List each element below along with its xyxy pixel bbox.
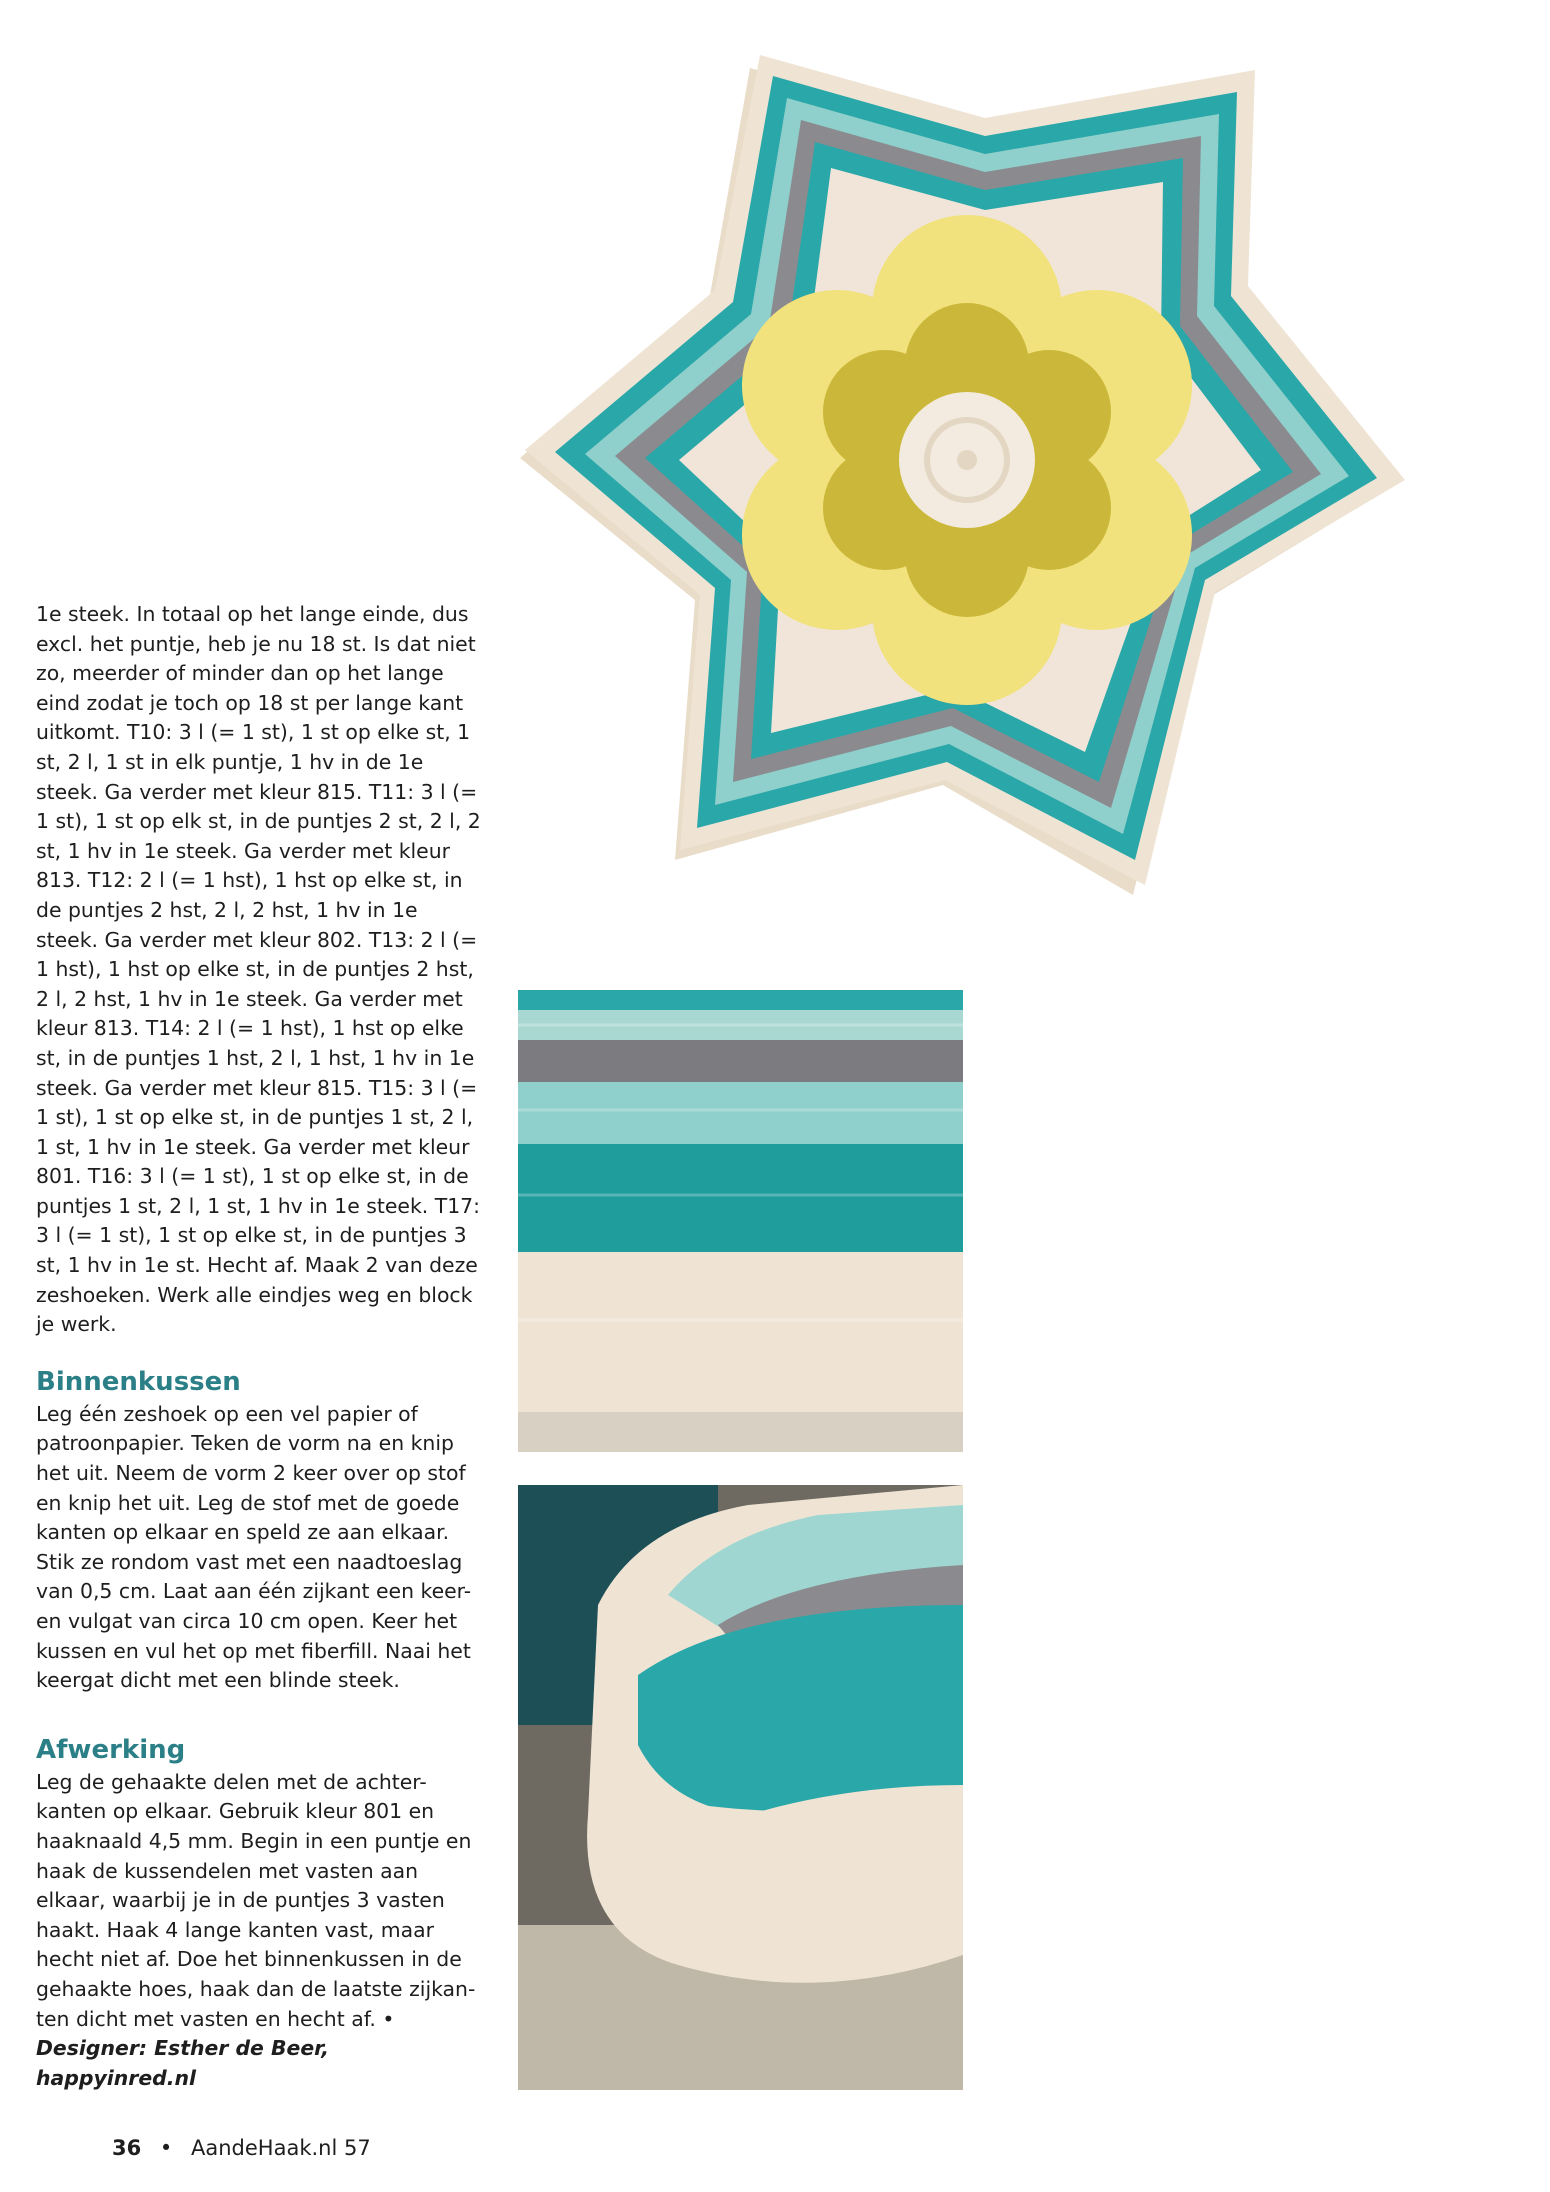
footer-bullet: •	[159, 2136, 173, 2160]
stripes-closeup-illustration	[518, 990, 963, 1452]
cushion-edge-photo	[518, 1485, 963, 2090]
page-number: 36	[112, 2136, 142, 2160]
designer-credit: Designer: Esther de Beer, happyinred.nl	[36, 2036, 329, 2090]
cushion-photo	[515, 40, 1515, 920]
page-footer	[112, 2136, 371, 2160]
magazine-name: AandeHaak.nl 57	[191, 2136, 371, 2160]
afwerking-paragraph: Leg de gehaakte delen met de achter-kanten op elkaar. Gebruik kleur 801 en haaknaald 4,5 mm. Begin in een puntje en haak de kussendelen met vasten aan elkaar, waarbij je in de puntjes 3 vasten haakt. Haak 4 lange kanten vast, maar hecht niet af. Doe het binnenkussen in de gehaakte hoes, haak dan de laatste zijkan-ten dicht met vasten en hecht af. •	[36, 1769, 476, 2031]
cushion-edge-illustration	[518, 1485, 963, 2090]
section-heading-binnenkussen: Binnenkussen	[36, 1366, 241, 1397]
section-heading-afwerking: Afwerking	[36, 1734, 186, 1765]
stripes-closeup-photo	[518, 990, 963, 1452]
article-text-column	[36, 600, 486, 2093]
hexagon-cushion-illustration	[515, 40, 1515, 920]
binnenkussen-paragraph: Leg één zeshoek op een vel papier of patroonpapier. Teken de vorm na en knip het uit. Neem de vorm 2 keer over op stof en knip het uit. Leg de stof met de goede kanten op elkaar en speld ze aan elkaar. Stik ze rondom vast met een naadtoeslag van 0,5 cm. Laat aan één zijkant een keer-en vulgat van circa 10 cm open. Keer het kussen en vul het op met fiberfill. Naai het keergat dicht met een blinde steek.	[36, 1401, 472, 1693]
intro-paragraph: 1e steek. In totaal op het lange einde, dus excl. het puntje, heb je nu 18 st. Is dat niet zo, meerder of minder dan op het lange eind zodat je toch op 18 st per lange kant uitkomt. T10: 3 l (= 1 st), 1 st op elke st, 1 st, 2 l, 1 st in elk puntje, 1 hv in de 1e steek. Ga verder met kleur 815. T11: 3 l (= 1 st), 1 st op elk st, in de puntjes 2 st, 2 l, 2 st, 1 hv in 1e steek. Ga verder met kleur 813. T12: 2 l (= 1 hst), 1 hst op elke st, in de puntjes 2 hst, 2 l, 2 hst, 1 hv in 1e steek. Ga verder met kleur 802. T13: 2 l (= 1 hst), 1 hst op elke st, in de puntjes 2 hst, 2 l, 2 hst, 1 hv in 1e steek. Ga verder met kleur 813. T14: 2 l (= 1 hst), 1 hst op elke st, in de puntjes 1 hst, 2 l, 1 hst, 1 hv in 1e steek. Ga verder met kleur 815. T15: 3 l (= 1 st), 1 st op elke st, in de puntjes 1 st, 2 l, 1 st, 1 hv in 1e steek. Ga verder met kleur 801. T16: 3 l (= 1 st), 1 st op elke st, in de puntjes 1 st, 2 l, 1 st, 1 hv in 1e steek. T17: 3 l (= 1 st), 1 st op elke st, in de puntjes 3 st, 1 hv in 1e st. Hecht af. Maak 2 van deze zeshoeken. Werk alle eindjes weg en block je werk.	[36, 602, 481, 1337]
